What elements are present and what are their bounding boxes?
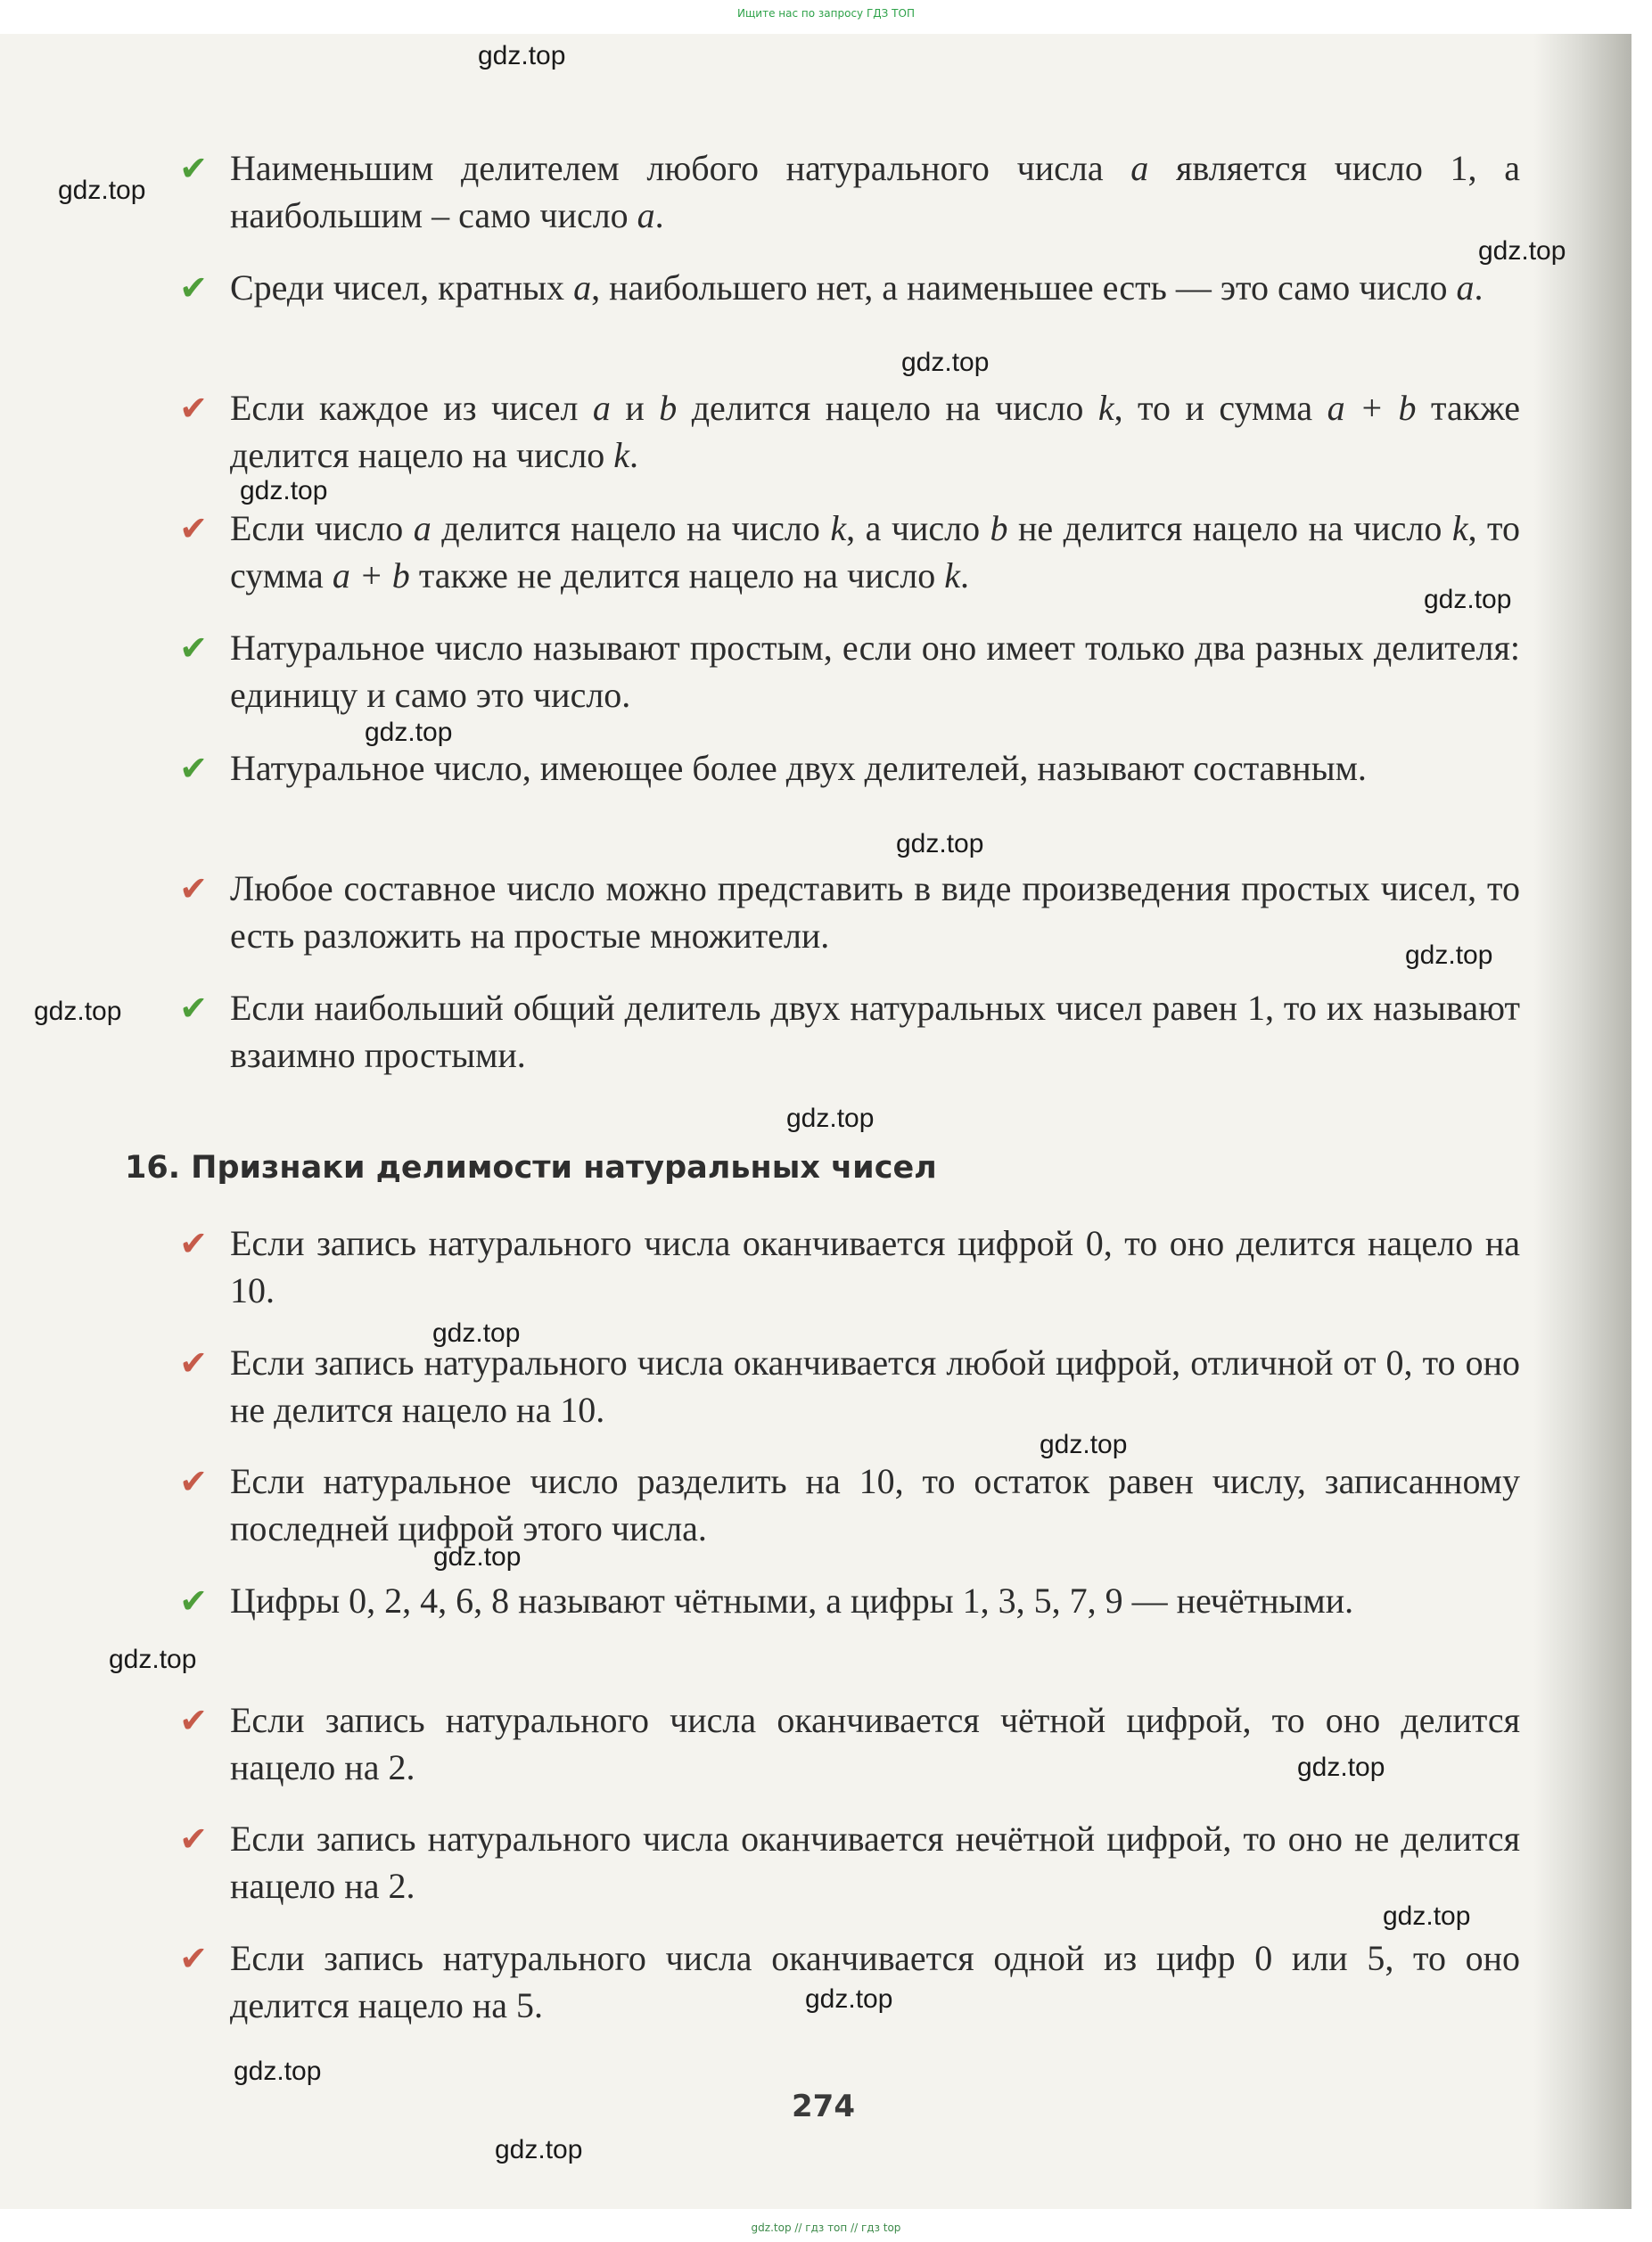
watermark: gdz.top xyxy=(240,476,328,505)
checkmark-icon: ✔ xyxy=(179,1701,208,1740)
checkmark-icon: ✔ xyxy=(179,1939,208,1978)
rule-text: Если натуральное число разделить на 10, то остаток равен числу, записанному последней цифрой этого числа. xyxy=(230,1461,1520,1548)
rule-text: Если запись натурального числа оканчивается любой цифрой, отличной от 0, то оно не делится нацело на 10. xyxy=(230,1343,1520,1430)
watermark: gdz.top xyxy=(896,829,984,858)
checkmark-icon: ✔ xyxy=(179,149,208,188)
checkmark-icon: ✔ xyxy=(179,1224,208,1263)
checkmark-icon: ✔ xyxy=(179,628,208,668)
watermark: gdz.top xyxy=(478,41,566,70)
page-spine-shadow xyxy=(1533,34,1631,2209)
watermark: gdz.top xyxy=(365,718,453,747)
watermark: gdz.top xyxy=(432,1318,521,1348)
watermark: gdz.top xyxy=(1040,1430,1128,1459)
watermark: gdz.top xyxy=(1424,585,1512,614)
rule-text: Если наибольший общий делитель двух натуральных чисел равен 1, то их называют взаимно простыми. xyxy=(230,988,1520,1075)
rule-text: Если запись натурального числа оканчивается цифрой 0, то оно делится нацело на 10. xyxy=(230,1223,1520,1310)
section-title: 16. Признаки делимости натуральных чисел xyxy=(125,1150,937,1186)
watermark: gdz.top xyxy=(495,2135,583,2164)
divisibility-item-3 xyxy=(174,1458,1520,1552)
rule-text: Наименьшим делителем любого натурального числа a является число 1, а наибольшим – само число a. xyxy=(230,148,1520,235)
divisibility-item-7 xyxy=(174,1934,1520,2029)
header-note: Ищите нас по запросу ГДЗ ТОП xyxy=(737,7,915,20)
checkmark-icon: ✔ xyxy=(179,1343,208,1383)
divisibility-item-1 xyxy=(174,1220,1520,1314)
rule-text: Натуральное число называют простым, если оно имеет только два разных делителя: единицу и само это число. xyxy=(230,628,1520,715)
divisibility-item-2 xyxy=(174,1339,1520,1433)
watermark: gdz.top xyxy=(1405,940,1493,970)
rule-text: Если запись натурального числа оканчивается одной из цифр 0 или 5, то оно делится нацело на 5. xyxy=(230,1938,1520,2025)
rule-text: Натуральное число, имеющее более двух делителей, называют составным. xyxy=(230,748,1367,788)
checkmark-icon: ✔ xyxy=(179,749,208,788)
rule-item-1 xyxy=(174,144,1520,239)
rule-item-8 xyxy=(174,984,1520,1079)
watermark: gdz.top xyxy=(901,348,990,377)
watermark: gdz.top xyxy=(109,1645,197,1674)
rule-text: Цифры 0, 2, 4, 6, 8 называют чётными, а цифры 1, 3, 5, 7, 9 — нечётными. xyxy=(230,1581,1354,1621)
checkmark-icon: ✔ xyxy=(179,509,208,548)
checkmark-icon: ✔ xyxy=(179,1581,208,1621)
watermark: gdz.top xyxy=(786,1104,875,1133)
rule-text: Если число a делится нацело на число k, а число b не делится нацело на число k, то сумма a + b также не делится нацело на число k. xyxy=(230,508,1521,595)
rule-item-6 xyxy=(174,744,1520,792)
checkmark-icon: ✔ xyxy=(179,268,208,308)
watermark: gdz.top xyxy=(34,997,122,1026)
checkmark-icon: ✔ xyxy=(179,989,208,1028)
page-number: 274 xyxy=(792,2089,855,2124)
checkmark-icon: ✔ xyxy=(179,869,208,908)
watermark: gdz.top xyxy=(805,1984,893,2014)
footer-note: gdz.top // гдз топ // гдз top xyxy=(751,2221,901,2234)
rule-text: Любое составное число можно представить в виде произведения простых чисел, то есть разложить на простые множители. xyxy=(230,868,1520,956)
divisibility-item-6 xyxy=(174,1815,1520,1909)
checkmark-icon: ✔ xyxy=(179,1462,208,1501)
rule-item-4 xyxy=(174,505,1520,599)
rule-text: Среди чисел, кратных a, наибольшего нет, а наименьшее есть — это само число a. xyxy=(230,267,1484,308)
rule-text: Если запись натурального числа оканчивается нечётной цифрой, то оно не делится нацело на 2. xyxy=(230,1819,1520,1906)
rule-text: Если каждое из чисел a и b делится нацело на число k, то и сумма a + b также делится нацело на число k. xyxy=(230,388,1520,475)
watermark: gdz.top xyxy=(234,2057,322,2086)
divisibility-item-4 xyxy=(174,1577,1520,1624)
rule-text: Если запись натурального числа оканчивается чётной цифрой, то оно делится нацело на 2. xyxy=(230,1700,1520,1787)
rule-item-5 xyxy=(174,624,1520,719)
rule-item-7 xyxy=(174,865,1520,959)
checkmark-icon: ✔ xyxy=(179,389,208,428)
rule-item-2 xyxy=(174,264,1520,311)
watermark: gdz.top xyxy=(433,1542,522,1572)
watermark: gdz.top xyxy=(1383,1901,1471,1931)
watermark: gdz.top xyxy=(1297,1753,1385,1782)
checkmark-icon: ✔ xyxy=(179,1819,208,1859)
watermark: gdz.top xyxy=(1478,236,1566,266)
rule-item-3 xyxy=(174,384,1520,479)
watermark: gdz.top xyxy=(58,176,146,205)
